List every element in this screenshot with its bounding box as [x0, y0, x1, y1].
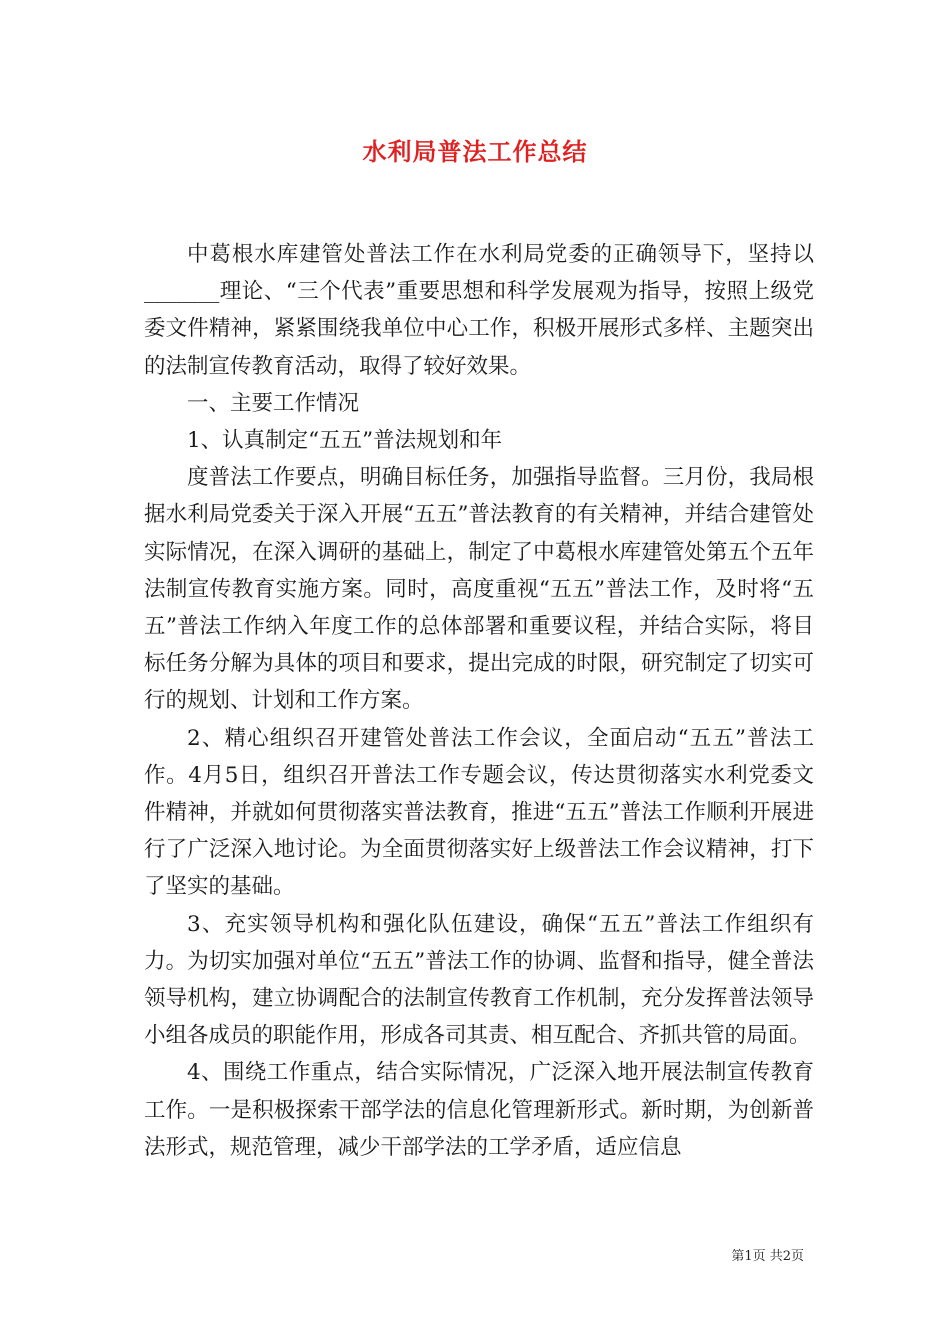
paragraph-item-3: 3、充实领导机构和强化队伍建设，确保“五五”普法工作组织有力。为切实加强对单位“五五”普法工作的协调、监督和指导，健全普法领导机构，建立协调配合的法制宣传教育工作机制，充分发挥普法领导小组各成员的职能作用，形成各司其责、相互配合、齐抓共管的局面。 — [144, 911, 814, 1049]
paragraph-item-2: 2、精心组织召开建管处普法工作会议，全面启动“五五”普法工作。4月5日，组织召开普法工作专题会议，传达贯彻落实水利党委文件精神，并就如何贯彻落实普法教育，推进“五五”普法工作顺利开展进行了广泛深入地讨论。为全面贯彻落实好上级普法工作会议精神，打下了坚实的基础。 — [144, 725, 814, 900]
page-number: 第1页 共2页 — [731, 1249, 804, 1264]
paragraph-item-4: 4、围绕工作重点，结合实际情况，广泛深入地开展法制宣传教育工作。一是积极探索干部学法的信息化管理新形式。新时期，为创新普法形式，规范管理，减少干部学法的工学矛盾，适应信息 — [144, 1060, 814, 1160]
document-title: 水利局普法工作总结 — [362, 137, 588, 166]
document-body — [144, 236, 814, 1166]
paragraph-item-1-heading: 1、认真制定“五五”普法规划和年 — [187, 428, 503, 454]
paragraph-item-1: 度普法工作要点，明确目标任务，加强指导监督。三月份，我局根据水利局党委关于深入开展“五五”普法教育的有关精神，并结合建管处实际情况，在深入调研的基础上，制定了中葛根水库建管处第五个五年法制宣传教育实施方案。同时，高度重视“五五”普法工作，及时将“五五”普法工作纳入年度工作的总体部署和重要议程，并结合实际，将目标任务分解为具体的项目和要求，提出完成的时限，研究制定了切实可行的规划、计划和工作方案。 — [144, 465, 814, 714]
section-heading: 一、主要工作情况 — [187, 390, 360, 416]
paragraph-intro: 中葛根水库建管处普法工作在水利局党委的正确领导下，坚持以_______理论、“三个代表”重要思想和科学发展观为指导，按照上级党委文件精神，紧紧围绕我单位中心工作，积极开展形式多样、主题突出的法制宣传教育活动，取得了较好效果。 — [144, 242, 814, 379]
